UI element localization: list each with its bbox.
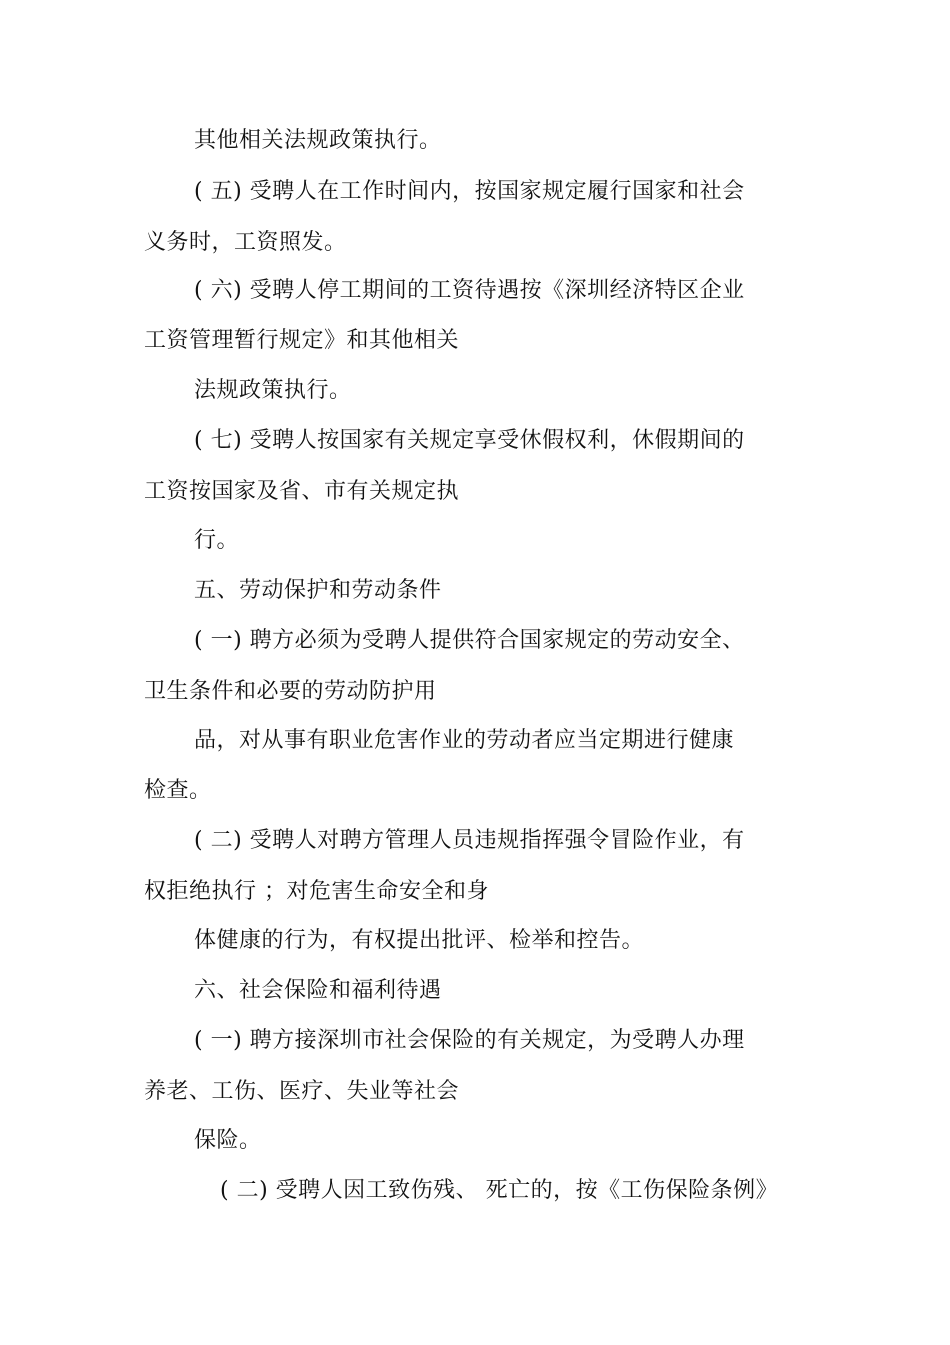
text-line: 保险。 [194,1128,262,1153]
text-line: 体健康的行为，有权提出批评、检举和控告。 [194,928,645,953]
text-line: ( 二) 受聘人因工致伤残、 死亡的，按《工伤保险条例》 [220,1178,779,1203]
text-line: 法规政策执行。 [194,378,352,403]
text-line: ( 五) 受聘人在工作时间内，按国家规定履行国家和社会 [194,179,745,204]
text-line: ( 二) 受聘人对聘方管理人员违规指挥强令冒险作业，有 [194,828,745,853]
section-heading: 五、劳动保护和劳动条件 [194,578,442,603]
text-line: 检查。 [144,778,212,803]
text-line: 养老、工伤、医疗、失业等社会 [144,1079,460,1104]
section-heading: 六、社会保险和福利待遇 [194,978,442,1003]
text-line: ( 七) 受聘人按国家有关规定享受休假权利，休假期间的 [194,428,745,453]
text-line: 权拒绝执行 ；对危害生命安全和身 [144,879,489,904]
text-line: ( 一) 聘方接深圳市社会保险的有关规定，为受聘人办理 [194,1028,745,1053]
text-line: ( 一) 聘方必须为受聘人提供符合国家规定的劳动安全、 [194,628,745,653]
text-line: 义务时，工资照发。 [144,230,347,255]
text-line: 其他相关法规政策执行。 [194,128,442,153]
text-line: 卫生条件和必要的劳动防护用 [144,679,437,704]
text-line: 品，对从事有职业危害作业的劳动者应当定期进行健康 [194,728,735,753]
text-line: 工资管理暂行规定》和其他相关 [144,328,460,353]
text-line: ( 六) 受聘人停工期间的工资待遇按《深圳经济特区企业 [194,278,745,303]
text-line: 行。 [194,528,240,553]
text-line: 工资按国家及省、市有关规定执 [144,479,460,504]
